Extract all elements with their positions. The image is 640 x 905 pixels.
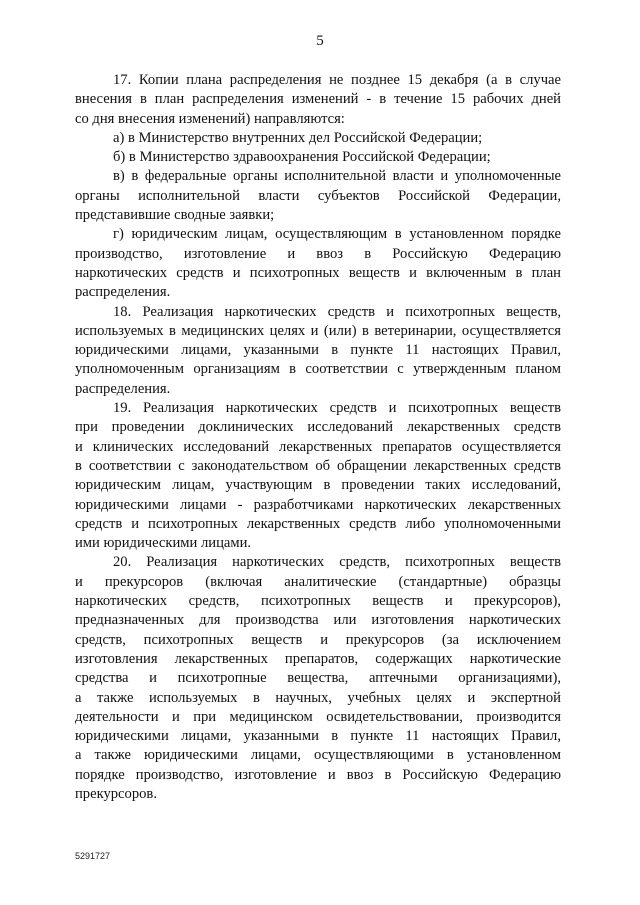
text-line: 18. Реализация наркотических средств и психотропных веществ, xyxy=(113,303,561,320)
paragraph-17 xyxy=(75,71,561,129)
paragraph-18 xyxy=(75,303,561,399)
text-line: внесения в план распределения изменений - в течение 15 рабочих дней xyxy=(75,91,561,108)
text-line: используемых в медицинских целях и (или) в ветеринарии, осуществляется xyxy=(75,322,561,339)
text-line: а) в Министерство внутренних дел Российской Федерации; xyxy=(113,129,483,146)
paragraph-17-a xyxy=(75,129,561,148)
text-line: г) юридическим лицам, осуществляющим в установленном порядке xyxy=(113,226,561,243)
text-line: в) в федеральные органы исполнительной власти и уполномоченные xyxy=(113,168,561,185)
text-line: а также юридическими лицами, осуществляющими в установленном xyxy=(75,747,561,764)
text-line: органы исполнительной власти субъектов Российской Федерации, xyxy=(75,187,561,204)
text-line: деятельности и при медицинском освидетельствовании, производится xyxy=(75,708,561,725)
text-line: и клинических исследований лекарственных препаратов осуществляется xyxy=(75,438,561,455)
text-line: в соответствии с законодательством об обращении лекарственных средств xyxy=(75,457,561,474)
text-line: уполномоченным организациям в соответствии с утвержденным планом xyxy=(75,361,561,378)
text-line: б) в Министерство здравоохранения Российской Федерации; xyxy=(113,149,491,166)
paragraph-19 xyxy=(75,399,561,553)
text-line: юридическим лицам, участвующим в проведении таких исследований, xyxy=(75,477,561,494)
text-line: а также используемых в научных, учебных целях и экспертной xyxy=(75,689,561,706)
text-line: юридическими лицами - разработчиками наркотических лекарственных xyxy=(75,496,561,513)
text-line: распределения. xyxy=(75,380,171,397)
text-line: предназначенных для производства или изготовления наркотических xyxy=(75,612,561,629)
text-line: юридическими лицами, указанными в пункте 11 настоящих Правил, xyxy=(75,728,561,745)
text-line: наркотических средств, психотропных веществ и прекурсоров), xyxy=(75,593,561,610)
page-number: 5 xyxy=(316,33,324,49)
text-line: 19. Реализация наркотических средств и психотропных веществ xyxy=(113,400,561,417)
text-line: 20. Реализация наркотических средств, психотропных веществ xyxy=(113,554,561,571)
document-body xyxy=(75,71,561,804)
text-line: со дня внесения изменений) направляются: xyxy=(75,110,345,127)
text-line: представившие сводные заявки; xyxy=(75,207,275,224)
paragraph-20 xyxy=(75,553,561,804)
document-code: 5291727 xyxy=(75,851,111,861)
text-line: порядке производство, изготовление и ввоз в Российскую Федерацию xyxy=(75,766,561,783)
text-line: юридическими лицами, указанными в пункте 11 настоящих Правил, xyxy=(75,342,561,359)
text-line: ими юридическими лицами. xyxy=(75,535,252,552)
text-line: средств, психотропных веществ и прекурсоров (за исключением xyxy=(75,631,561,648)
paragraph-17-d xyxy=(75,225,561,302)
text-line: и прекурсоров (включая аналитические (стандартные) образцы xyxy=(75,573,561,590)
text-line: наркотических средств и психотропных веществ и включенным в план xyxy=(75,264,561,281)
text-line: прекурсоров. xyxy=(75,785,157,802)
paragraph-17-c xyxy=(75,167,561,225)
text-line: распределения. xyxy=(75,284,171,301)
text-line: 17. Копии плана распределения не позднее 15 декабря (а в случае xyxy=(113,72,561,88)
text-line: изготовления лекарственных препаратов, содержащих наркотические xyxy=(75,650,561,667)
text-line: средства и психотропные вещества, аптечными организациями), xyxy=(75,670,561,687)
text-line: производство, изготовление и ввоз в Российскую Федерацию xyxy=(75,245,561,262)
text-line: средств и психотропных лекарственных средств либо уполномоченными xyxy=(75,515,561,532)
paragraph-17-b xyxy=(75,148,561,167)
text-line: при проведении доклинических исследований лекарственных средств xyxy=(75,419,561,436)
